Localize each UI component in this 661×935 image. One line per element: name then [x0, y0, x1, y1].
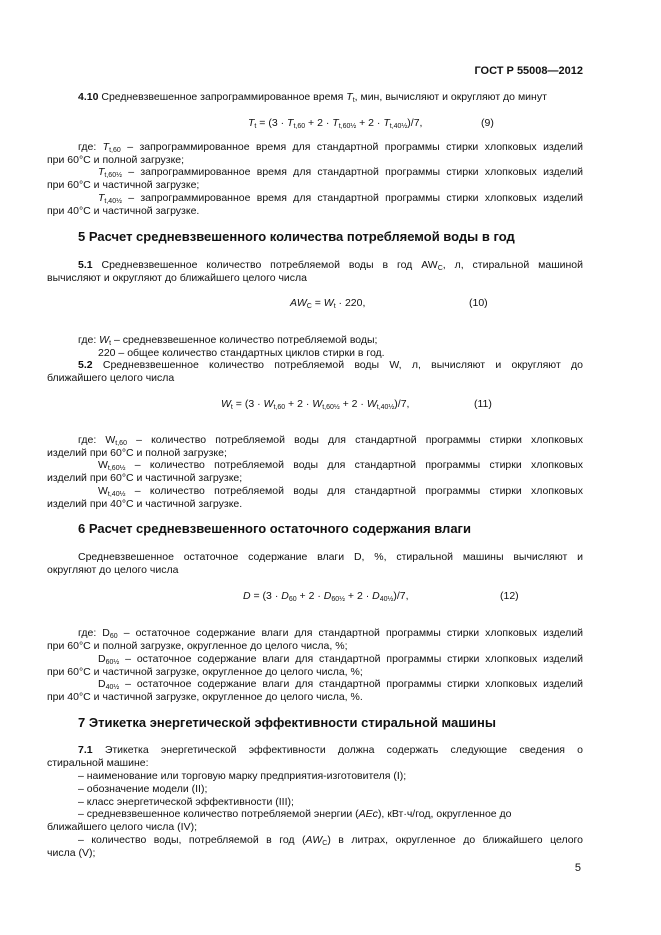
- para-7-1: 7.1 Этикетка энергетической эффективности должна содержать следующие сведения о: [78, 744, 583, 756]
- formula-11: $W_t = (3 \cdot W_{t,60} + 2 \cdot W_{t,60\frac{1}{2}} + 2 \cdot W_{t,40\frac{1}{2}})/7$,: [221, 398, 410, 411]
- formula-number: (9): [481, 117, 494, 129]
- standard-code: ГОСТ Р 55008—2012: [474, 65, 583, 77]
- subscript: t: [352, 97, 355, 104]
- para-7-1-cont: стиральной машине:: [47, 757, 149, 769]
- where-line: $D_{60\frac{1}{2}}$ – остаточное содержание влаги для стандартной программы стирки хлопковых изделий: [98, 653, 583, 666]
- where-line: $D_{40\frac{1}{2}}$ – остаточное содержание влаги для стандартной программы стирки хлопковых изделий: [98, 678, 583, 691]
- para-5-2: 5.2 Средневзвешенное количество потребляемой воды W, л, вычисляют и округляют до: [78, 359, 583, 371]
- where-line: изделий при 60°С и полной загрузке;: [47, 447, 227, 459]
- para-5-2-cont: ближайшего целого числа: [47, 372, 175, 384]
- para-5-1-cont: вычисляют и округляют до ближайшего целого числа: [47, 272, 308, 284]
- formula-number: (11): [474, 398, 492, 410]
- where-line: $W_{t,40\frac{1}{2}}$ – количество потребляемой воды для стандартной программы стирки хлопковых: [98, 485, 583, 498]
- where-line: где: $W_t$ – средневзвешенное количество потребляемой воды;: [78, 334, 378, 347]
- where-line: при 40°С и частичной загрузке, округленное до целого числа, %.: [47, 691, 363, 703]
- list-item: – наименование или торговую марку предприятия-изготовителя (I);: [78, 770, 407, 782]
- list-item: – обозначение модели (II);: [78, 783, 208, 795]
- where-line: при 60°С и полной загрузке;: [47, 154, 185, 166]
- section-6-title: 6 Расчет средневзвешенного остаточного содержания влаги: [78, 521, 471, 536]
- formula-12: $D = (3 \cdot D_{60} + 2 \cdot D_{60\frac{1}{2}} + 2 \cdot D_{40\frac{1}{2}})/7$,: [243, 590, 409, 603]
- list-item: – класс энергетической эффективности (III);: [78, 796, 294, 808]
- where-line: при 60°С и частичной загрузке;: [47, 179, 200, 191]
- where-line: при 60°С и полной загрузке, округленное до целого числа, %;: [47, 640, 348, 652]
- para-number: 4.10: [78, 91, 99, 103]
- para-5-1: 5.1 Средневзвешенное количество потребляемой воды в год $AW_C$, л, стиральной машиной: [78, 259, 583, 272]
- where-line: где: $W_{t,60}$ – количество потребляемой воды для стандартной программы стирки хлопковых: [78, 434, 583, 447]
- where-line: 220 – общее количество стандартных циклов стирки в год.: [98, 347, 385, 359]
- where-line: при 40°С и частичной загрузке.: [47, 205, 200, 217]
- formula-9: $T_t = (3 \cdot T_{t,60} + 2 \cdot T_{t,60\frac{1}{2}} + 2 \cdot T_{t,40\frac{1}{2}})/7$,: [248, 117, 423, 130]
- para-text: Средневзвешенное запрограммированное время: [98, 91, 347, 103]
- para-4-10: [78, 90, 547, 104]
- list-item: – средневзвешенное количество потребляемой энергии (AEc), кВт·ч/год, округленное до: [78, 808, 512, 820]
- symbol: T: [346, 91, 353, 103]
- section-7-title: 7 Этикетка энергетической эффективности стиральной машины: [78, 715, 497, 730]
- formula-number: (10): [469, 297, 488, 309]
- section-5-title: 5 Расчет средневзвешенного количества потребляемой воды в год: [78, 229, 515, 244]
- para-6-cont: округляют до целого числа: [47, 564, 179, 576]
- list-item: – количество воды, потребляемой в год $(AW_C)$ в литрах, округленное до ближайшего целого: [78, 834, 583, 847]
- where-line: при 60°С и частичной загрузке, округленное до целого числа, %;: [47, 666, 363, 678]
- where-line: $T_{t,60\frac{1}{2}}$ – запрограммированное время для стандартной программы стирки хлопковых изделий: [98, 166, 583, 179]
- where-line: $W_{t,60\frac{1}{2}}$ – количество потребляемой воды для стандартной программы стирки хлопковых: [98, 459, 583, 472]
- formula-10: $AW_C = W_t \cdot 220$,: [290, 297, 366, 310]
- where-line: где: $T_{t,60}$ – запрограммированное время для стандартной программы стирки хлопковых изделий: [78, 141, 583, 154]
- list-item-cont: числа (V);: [47, 847, 96, 859]
- para-6: Средневзвешенное остаточное содержание влаги D, %, стиральной машины вычисляют и: [78, 551, 583, 563]
- where-line: изделий при 60°С и частичной загрузке;: [47, 472, 243, 484]
- where-line: $T_{t,40\frac{1}{2}}$ – запрограммированное время для стандартной программы стирки хлопковых изделий: [98, 192, 583, 205]
- where-line: где: $D_{60}$ – остаточное содержание влаги для стандартной программы стирки хлопковых изделий: [78, 627, 584, 640]
- list-item-cont: ближайшего целого числа (IV);: [47, 821, 198, 833]
- formula-number: (12): [500, 590, 519, 602]
- where-line: изделий при 40°С и частичной загрузке.: [47, 498, 243, 510]
- para-text: , мин, вычисляют и округляют до минут: [354, 91, 547, 103]
- page-number: 5: [574, 862, 581, 874]
